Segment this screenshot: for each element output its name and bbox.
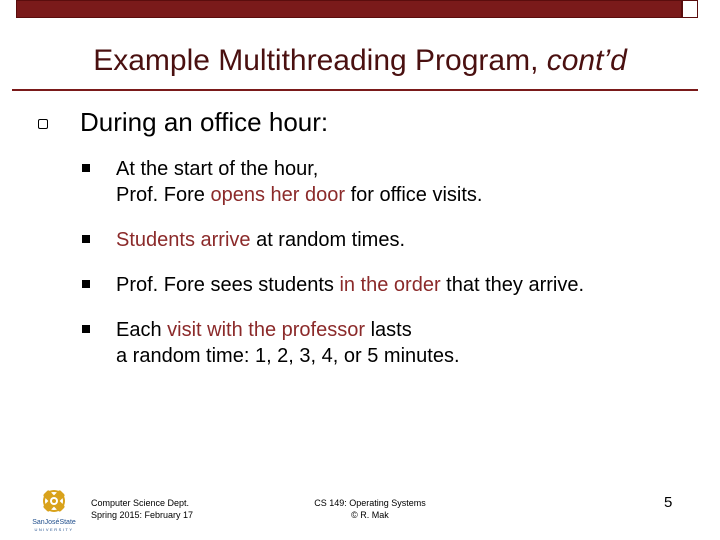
sub-bullet-1-line2-pre: Prof. Fore [116, 184, 211, 206]
footer-center [300, 497, 440, 521]
top-bar-end-cap [681, 1, 697, 17]
filled-square-bullet-icon [82, 325, 90, 333]
sub-bullet-2-highlight: Students arrive [116, 229, 251, 251]
hollow-square-bullet-icon [38, 119, 48, 129]
sub-bullet-1-highlight: opens her door [210, 184, 346, 206]
sub-bullet-3-highlight: in the order [339, 274, 441, 296]
sub-bullet-4-line1-pre: Each [116, 319, 168, 341]
sub-bullet-3-text [116, 272, 584, 298]
sub-bullet-4-line2: a random time: 1, 2, 3, 4, or 5 minutes. [116, 345, 460, 367]
slide-title-main: Example Multithreading Program, [93, 44, 547, 77]
sub-bullet-1-line1: At the start of the hour, [116, 158, 319, 180]
sub-bullet-3-post: that they arrive. [440, 274, 585, 296]
filled-square-bullet-icon [82, 235, 90, 243]
university-logo [30, 487, 78, 533]
sub-bullet-2-post: at random times. [250, 229, 406, 251]
filled-square-bullet-icon [82, 280, 90, 288]
filled-square-bullet-icon [82, 164, 90, 172]
slide-title-italic: cont’d [546, 44, 627, 77]
sub-bullet-4-text [116, 317, 460, 369]
page-number: 5 [664, 494, 673, 511]
sub-bullet-4-line1-post: lasts [365, 319, 412, 341]
sub-bullet-1-line2-post: for office visits. [345, 184, 483, 206]
sub-bullet-3-pre: Prof. Fore sees students [116, 274, 340, 296]
level1-bullet-text: During an office hour: [80, 107, 329, 137]
footer-left [91, 497, 193, 521]
logo-text-line1: SanJoséState [32, 519, 76, 526]
logo-text-line2: UNIVERSITY [34, 527, 74, 532]
sub-bullet-1-text [116, 156, 482, 208]
footer-dept: Computer Science Dept. [91, 498, 190, 508]
sub-bullet-4-highlight: visit with the professor [167, 319, 366, 341]
footer-course: CS 149: Operating Systems [314, 498, 426, 508]
footer-copyright: © R. Mak [351, 510, 389, 520]
sjsu-seal-icon [30, 487, 78, 533]
sub-bullet-2-text [116, 227, 405, 253]
footer-date: Spring 2015: February 17 [91, 510, 194, 520]
title-underline-rule [12, 89, 698, 91]
slide-title [0, 44, 720, 78]
top-decorative-bar [16, 0, 698, 18]
